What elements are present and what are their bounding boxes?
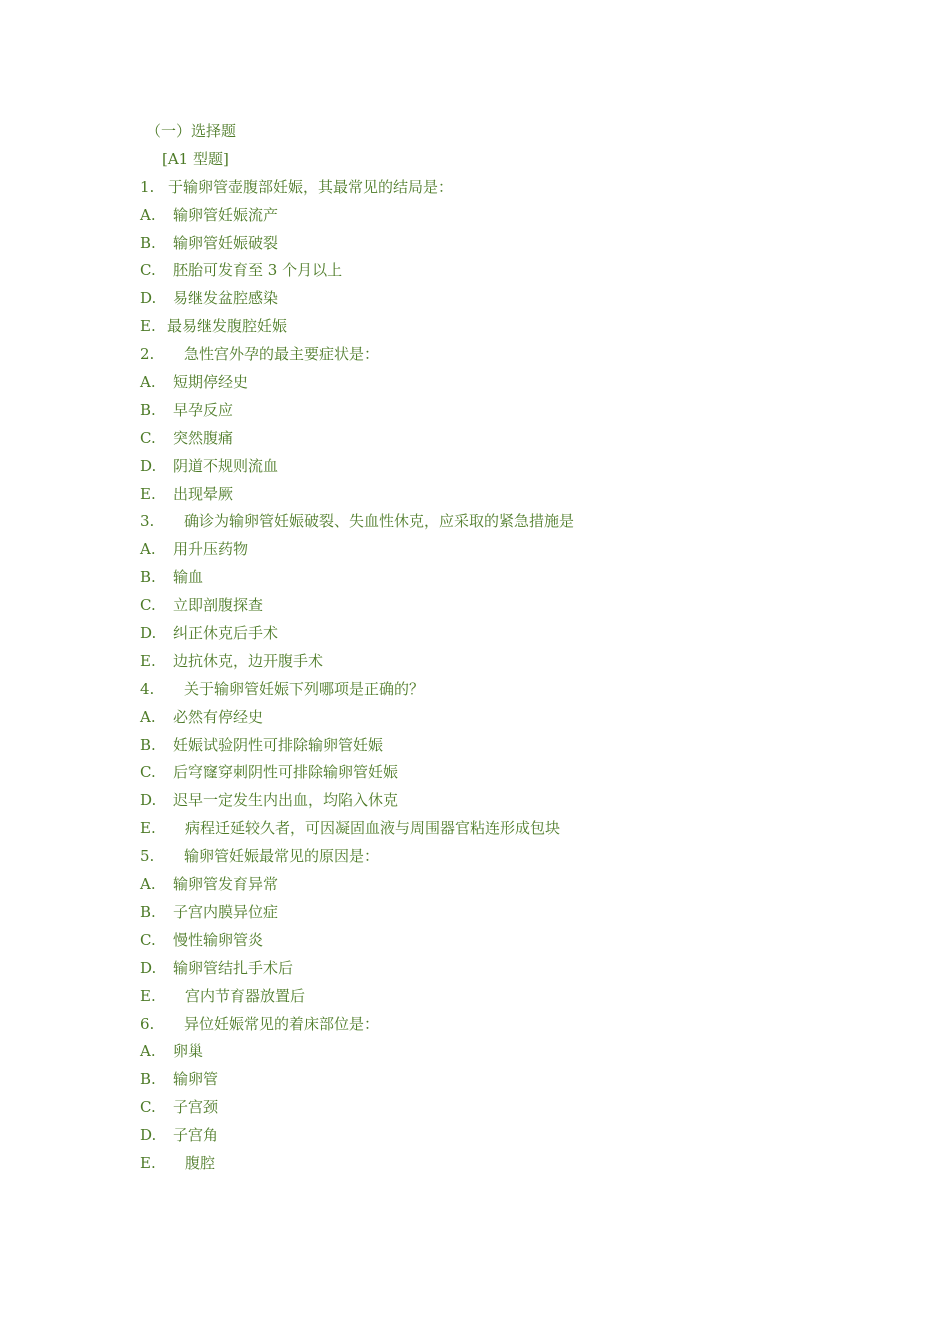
- option-2a: [140, 369, 840, 397]
- option-label: A.: [140, 540, 156, 559]
- question-text: 输卵管妊娠最常见的原因是：: [184, 847, 380, 866]
- option-text: 短期停经史: [173, 373, 249, 392]
- option-text: 子宫内膜异位症: [173, 902, 279, 921]
- option-2c: [140, 425, 840, 453]
- option-4e: [140, 815, 840, 843]
- option-text: 宫内节育器放置后: [185, 986, 306, 1005]
- question-number: 5.: [140, 847, 155, 866]
- option-label: A.: [140, 205, 156, 224]
- option-2b: [140, 397, 840, 425]
- option-label: B.: [140, 1070, 156, 1089]
- option-text: 输卵管妊娠破裂: [173, 233, 279, 252]
- option-text: 用升压药物: [173, 540, 249, 559]
- option-label: E.: [140, 819, 156, 838]
- option-label: C.: [140, 930, 156, 949]
- option-1d: [140, 285, 840, 313]
- option-label: C.: [140, 261, 156, 280]
- option-label: B.: [140, 568, 156, 587]
- option-4b: [140, 732, 840, 760]
- option-label: A.: [140, 875, 156, 894]
- question-number: 3.: [140, 512, 155, 531]
- option-label: D.: [140, 289, 157, 308]
- option-4a: [140, 704, 840, 732]
- option-6b: [140, 1066, 840, 1094]
- question-6: [140, 1011, 840, 1039]
- option-label: C.: [140, 763, 156, 782]
- option-text: 子宫颈: [173, 1098, 219, 1117]
- option-text: 输卵管发育异常: [173, 875, 279, 894]
- question-text: 确诊为输卵管妊娠破裂、失血性休克，应采取的紧急措施是: [184, 512, 575, 531]
- document-content: [140, 118, 840, 1178]
- option-6c: [140, 1094, 840, 1122]
- option-text: 必然有停经史: [173, 707, 264, 726]
- option-text: 纠正休克后手术: [173, 624, 279, 643]
- option-text: 后穹窿穿刺阴性可排除输卵管妊娠: [173, 763, 399, 782]
- option-text: 输卵管结扎手术后: [173, 958, 294, 977]
- option-text: 突然腹痛: [173, 428, 234, 447]
- option-6a: [140, 1038, 840, 1066]
- option-label: D.: [140, 1126, 157, 1145]
- question-4: [140, 676, 840, 704]
- option-text: 胚胎可发育至 3 个月以上: [173, 261, 343, 280]
- option-text: 立即剖腹探查: [173, 596, 264, 615]
- question-text: 异位妊娠常见的着床部位是：: [184, 1014, 380, 1033]
- question-text: 关于输卵管妊娠下列哪项是正确的？: [184, 679, 425, 698]
- option-1b: [140, 230, 840, 258]
- option-label: E.: [140, 1153, 156, 1172]
- option-label: B.: [140, 735, 156, 754]
- option-text: 子宫角: [173, 1126, 219, 1145]
- option-text: 慢性输卵管炎: [173, 930, 264, 949]
- option-label: B.: [140, 400, 156, 419]
- option-label: E.: [140, 986, 156, 1005]
- option-1e: [140, 313, 840, 341]
- option-text: 腹腔: [185, 1153, 216, 1172]
- question-number: 4.: [140, 679, 155, 698]
- question-1: [140, 174, 840, 202]
- option-5d: [140, 955, 840, 983]
- option-text: 输卵管妊娠流产: [173, 205, 279, 224]
- option-text: 易继发盆腔感染: [173, 289, 279, 308]
- option-6d: [140, 1122, 840, 1150]
- option-label: B.: [140, 233, 156, 252]
- option-label: E.: [140, 651, 156, 670]
- option-label: E.: [140, 484, 156, 503]
- question-number: 2.: [140, 345, 155, 364]
- option-2d: [140, 453, 840, 481]
- question-number: 1.: [140, 177, 155, 196]
- question-number: 6.: [140, 1014, 155, 1033]
- option-2e: [140, 481, 840, 509]
- option-label: A.: [140, 373, 156, 392]
- option-4d: [140, 787, 840, 815]
- option-label: C.: [140, 1098, 156, 1117]
- option-label: D.: [140, 791, 157, 810]
- option-5e: [140, 983, 840, 1011]
- option-text: 妊娠试验阴性可排除输卵管妊娠: [173, 735, 384, 754]
- option-4c: [140, 759, 840, 787]
- option-label: C.: [140, 596, 156, 615]
- option-3a: [140, 536, 840, 564]
- option-text: 边抗休克，边开腹手术: [173, 651, 324, 670]
- option-3e: [140, 648, 840, 676]
- question-3: [140, 508, 840, 536]
- option-5c: [140, 927, 840, 955]
- option-text: 迟早一定发生内出血，均陷入休克: [173, 791, 399, 810]
- option-6e: [140, 1150, 840, 1178]
- option-3c: [140, 592, 840, 620]
- option-label: B.: [140, 902, 156, 921]
- option-3d: [140, 620, 840, 648]
- question-2: [140, 341, 840, 369]
- section-title: （一）选择题: [146, 122, 237, 140]
- option-text: 阴道不规则流血: [173, 456, 279, 475]
- option-text: 最易继发腹腔妊娠: [167, 317, 288, 336]
- option-text: 出现晕厥: [173, 484, 234, 503]
- option-text: 病程迁延较久者，可因凝固血液与周围器官粘连形成包块: [185, 819, 561, 838]
- option-label: D.: [140, 624, 157, 643]
- option-5b: [140, 899, 840, 927]
- option-text: 输血: [173, 568, 204, 587]
- option-label: C.: [140, 428, 156, 447]
- question-text: 急性宫外孕的最主要症状是：: [184, 345, 380, 364]
- option-label: D.: [140, 456, 157, 475]
- question-type-subtitle: [A1 型题]: [162, 149, 229, 168]
- option-label: E.: [140, 317, 156, 336]
- option-text: 输卵管: [173, 1070, 219, 1089]
- option-label: D.: [140, 958, 157, 977]
- option-3b: [140, 564, 840, 592]
- question-5: [140, 843, 840, 871]
- question-text: 于输卵管壶腹部妊娠，其最常见的结局是：: [168, 177, 454, 196]
- option-1a: [140, 202, 840, 230]
- option-1c: [140, 257, 840, 285]
- option-label: A.: [140, 1042, 156, 1061]
- option-5a: [140, 871, 840, 899]
- option-text: 早孕反应: [173, 400, 234, 419]
- option-label: A.: [140, 707, 156, 726]
- option-text: 卵巢: [173, 1042, 204, 1061]
